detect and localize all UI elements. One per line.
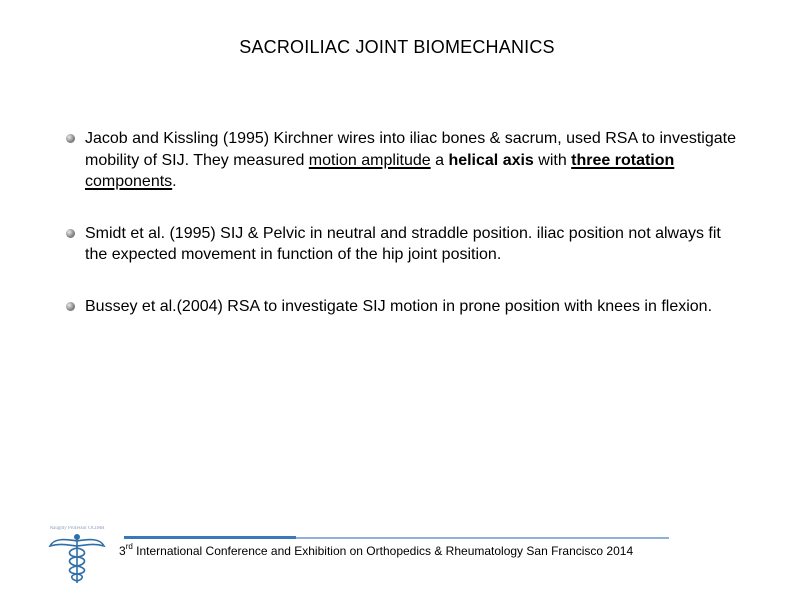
text-run: Jacob and Kissling (1995) Kirchner wires into iliac bones & sacrum, used RSA to investigate mobility of SIJ. They measured bbox=[85, 130, 736, 169]
text-run: a bbox=[430, 151, 449, 169]
caduceus-icon bbox=[40, 526, 114, 586]
bullet-item bbox=[66, 296, 736, 318]
bullet-list bbox=[66, 128, 736, 317]
bullet-dot-icon bbox=[66, 134, 75, 143]
bullet-item bbox=[66, 223, 736, 266]
text-run: with bbox=[533, 151, 572, 169]
logo bbox=[40, 526, 114, 586]
bullet-dot-icon bbox=[66, 229, 75, 238]
bullet-text bbox=[85, 130, 736, 190]
bullet-text: Bussey et al.(2004) RSA to investigate SIJ motion in prone position with knees in flexion. bbox=[85, 297, 713, 315]
bullet-item bbox=[66, 128, 736, 193]
bold-term: helical axis bbox=[448, 151, 534, 169]
underlined-term: components bbox=[85, 173, 173, 190]
logo-caption: Naughty Professor OCIMR bbox=[49, 526, 105, 531]
footer-ordinal-suffix: rd bbox=[125, 542, 133, 551]
bullet-text: Smidt et al. (1995) SIJ & Pelvic in neutral and straddle position. iliac position not always fit the expected movement in function of the hip joint position. bbox=[85, 224, 721, 263]
underlined-term: motion amplitude bbox=[308, 151, 431, 169]
footer-text bbox=[119, 543, 633, 558]
text-run: . bbox=[172, 173, 177, 190]
footer-rule-light bbox=[296, 537, 669, 539]
bold-underlined-term: three rotation bbox=[571, 151, 675, 169]
footer-conference-name: International Conference and Exhibition on Orthopedics & Rheumatology San Francisco 2014 bbox=[132, 544, 634, 558]
slide-title: SACROILIAC JOINT BIOMECHANICS bbox=[239, 37, 555, 57]
footer-rule-dark bbox=[124, 536, 296, 539]
bullet-dot-icon bbox=[66, 302, 75, 311]
footer-ordinal-number: 3 bbox=[119, 544, 126, 558]
